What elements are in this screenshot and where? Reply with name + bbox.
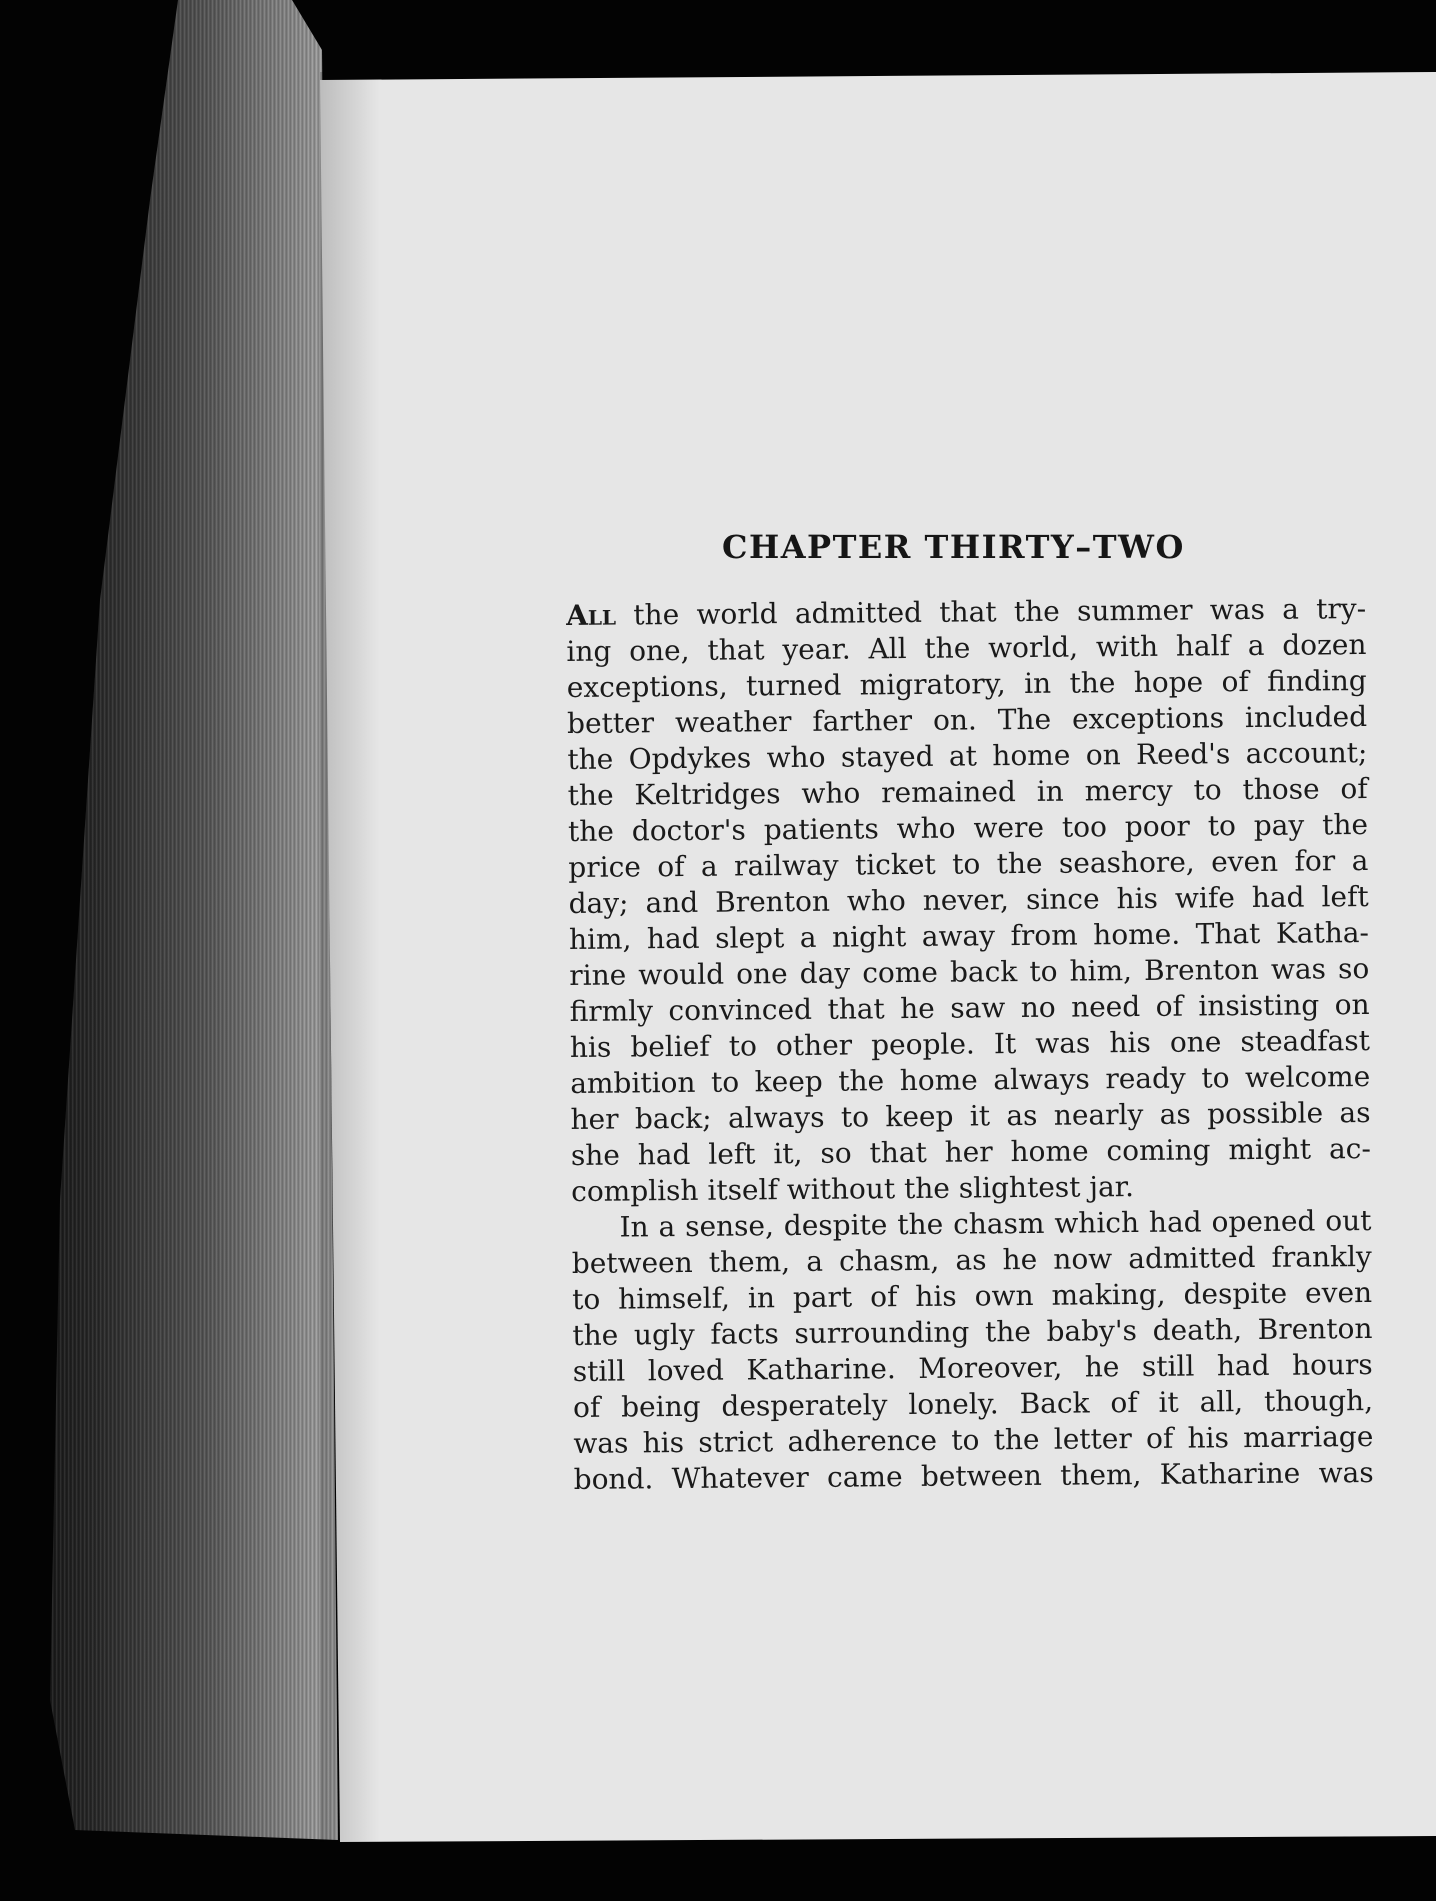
text-line: ambition to keep the home always ready to welcome — [570, 1060, 1371, 1100]
page-gutter-shadow — [320, 72, 380, 1842]
text-line: his belief to other people. It was his one steadfast — [569, 1024, 1371, 1064]
book-page-edges — [0, 0, 360, 1901]
text-line: the Opdykes who stayed at home on Reed's account; — [567, 736, 1368, 776]
text-line: the ugly facts surrounding the baby's death, Brenton — [572, 1311, 1373, 1352]
text-line: complish itself without the slightest jar. — [571, 1170, 1135, 1208]
text-line: better weather farther on. The exceptions included — [566, 700, 1368, 740]
text-line: her back; always to keep it as nearly as possible as — [570, 1095, 1371, 1136]
chapter-heading: CHAPTER THIRTY–TWO — [722, 528, 1185, 566]
text-line: between them, a chasm, as he now admitted frankly — [571, 1239, 1372, 1280]
paragraph-2 — [571, 1203, 1373, 1498]
text-line: firmly convinced that he saw no need of insisting on — [569, 988, 1370, 1028]
text-line: In a sense, despite the chasm which had opened out — [619, 1203, 1372, 1244]
text-line: day; and Brenton who never, since his wife had left — [568, 880, 1369, 920]
text-line: the doctor's patients who were too poor to pay the — [567, 808, 1369, 848]
drop-lead-word: All — [566, 598, 617, 632]
text-line: price of a railway ticket to the seashore, even for a — [568, 844, 1369, 884]
text-line: she had left it, so that her home coming might ac- — [570, 1131, 1371, 1172]
chapter-body — [566, 591, 1374, 1498]
text-line: All the world admitted that the summer was a try- — [566, 592, 1367, 632]
text-line: ing one, that year. All the world, with half a dozen — [566, 628, 1367, 668]
text-line: still loved Katharine. Moreover, he still had hours — [572, 1347, 1373, 1388]
paragraph-1 — [566, 591, 1371, 1210]
text-line: of being desperately lonely. Back of it all, though, — [572, 1383, 1374, 1424]
text-line: the Keltridges who remained in mercy to those of — [567, 772, 1368, 812]
text-line: exceptions, turned migratory, in the hope of finding — [566, 664, 1367, 704]
text-line: bond. Whatever came between them, Katharine was — [573, 1455, 1374, 1496]
text-line: was his strict adherence to the letter of his marriage — [573, 1419, 1374, 1460]
text-line: to himself, in part of his own making, despite even — [571, 1275, 1373, 1316]
text-line: rine would one day come back to him, Brenton was so — [569, 952, 1370, 992]
text-line: him, had slept a night away from home. That Katha- — [568, 916, 1370, 956]
